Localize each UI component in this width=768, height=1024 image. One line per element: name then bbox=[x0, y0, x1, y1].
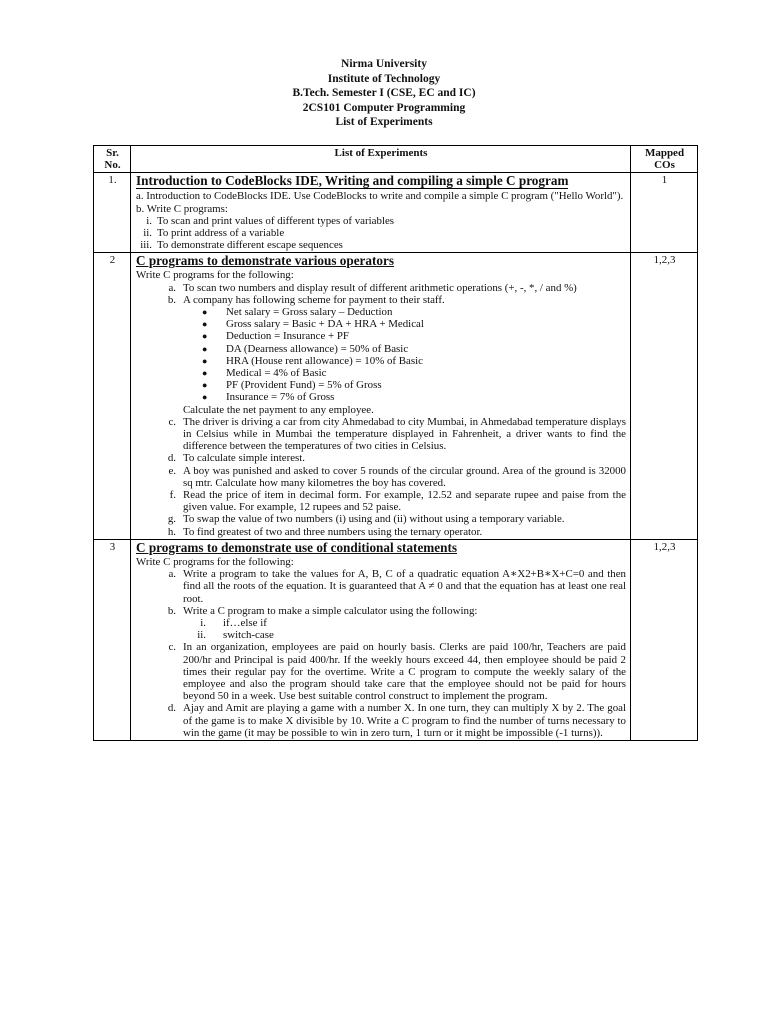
experiment-title: Introduction to CodeBlocks IDE, Writing and compiling a simple C program bbox=[136, 173, 569, 189]
item-text: Write a C program to make a simple calculator using the following: bbox=[183, 604, 478, 617]
table-row bbox=[94, 173, 698, 253]
bullet-text: Deduction = Insurance + PF bbox=[226, 330, 349, 343]
experiment-title: C programs to demonstrate use of conditional statements bbox=[136, 539, 457, 555]
item-label: f. bbox=[169, 489, 176, 502]
program-name: B.Tech. Semester I (CSE, EC and IC) bbox=[292, 87, 476, 100]
list-item bbox=[188, 617, 626, 629]
list-item bbox=[136, 239, 626, 251]
bullet-icon: ● bbox=[202, 368, 208, 379]
list-item bbox=[136, 294, 626, 306]
experiment-cell bbox=[131, 253, 631, 539]
bullet-item bbox=[202, 318, 626, 330]
bullet-icon: ● bbox=[202, 343, 208, 354]
item-text: Ajay and Amit are playing a game with a number X. In one turn, they can multiply X by 2. The goal of the game is to make X divisible by 10. Write a C program to find the number of turns necessary to win the game (it may be possible to win in zero turn, 1 turn or it might be impossible (-1 turns)). bbox=[183, 702, 626, 739]
list-item bbox=[188, 629, 626, 641]
bullet-item bbox=[202, 330, 626, 342]
header-mapped-cos: Mapped COs bbox=[631, 146, 698, 173]
experiment-title: C programs to demonstrate various operators bbox=[136, 253, 394, 269]
row-number: 1. bbox=[94, 173, 131, 253]
item-label: c. bbox=[168, 641, 176, 654]
bullet-item bbox=[202, 391, 626, 403]
bullet-list bbox=[202, 306, 626, 404]
mapped-cos: 1,2,3 bbox=[631, 539, 698, 740]
item-label: g. bbox=[167, 513, 176, 526]
bullet-item bbox=[202, 379, 626, 391]
table-row bbox=[94, 253, 698, 539]
row-number: 3 bbox=[94, 539, 131, 740]
item-label: b. bbox=[167, 293, 176, 306]
list-item bbox=[136, 452, 626, 464]
list-item bbox=[136, 513, 626, 525]
item-label: d. bbox=[167, 452, 176, 465]
item-label: d. bbox=[167, 702, 176, 715]
university-name: Nirma University bbox=[341, 58, 427, 70]
mapped-cos: 1,2,3 bbox=[631, 253, 698, 539]
item-label: e. bbox=[168, 464, 176, 477]
item-text: A boy was punished and asked to cover 5 rounds of the circular ground. Area of the ground is 32000 sq mtr. Calculate how many kilometres the boy has covered. bbox=[183, 464, 626, 489]
bullet-text: Medical = 4% of Basic bbox=[226, 367, 327, 380]
bullet-text: PF (Provident Fund) = 5% of Gross bbox=[226, 379, 382, 392]
list-item bbox=[136, 568, 626, 605]
document-header bbox=[0, 57, 768, 130]
row-number: 2 bbox=[94, 253, 131, 539]
item-label: i. bbox=[146, 214, 152, 227]
bullet-item bbox=[202, 306, 626, 318]
item-text: Calculate the net payment to any employee. bbox=[183, 403, 374, 416]
bullet-icon: ● bbox=[202, 319, 208, 330]
item-text: To find greatest of two and three numbers using the ternary operator. bbox=[183, 525, 483, 538]
list-item bbox=[136, 605, 626, 617]
list-item bbox=[136, 702, 626, 739]
bullet-item bbox=[202, 367, 626, 379]
list-item bbox=[136, 416, 626, 453]
bullet-icon: ● bbox=[202, 355, 208, 366]
institute-name: Institute of Technology bbox=[327, 72, 441, 85]
list-item bbox=[136, 215, 626, 227]
bullet-text: DA (Dearness allowance) = 50% of Basic bbox=[226, 342, 409, 355]
bullet-text: Insurance = 7% of Gross bbox=[226, 391, 335, 404]
item-text: To scan and print values of different types of variables bbox=[157, 214, 395, 227]
item-label: ii. bbox=[143, 227, 152, 240]
bullet-icon: ● bbox=[202, 307, 208, 318]
item-text: To swap the value of two numbers (i) using and (ii) without using a temporary variable. bbox=[183, 513, 565, 526]
document-title: List of Experiments bbox=[335, 116, 433, 129]
experiment-text: a. Introduction to CodeBlocks IDE. Use CodeBlocks to write and compile a simple C program ("Hello World"). bbox=[136, 190, 624, 203]
list-item bbox=[136, 465, 626, 489]
item-label: a. bbox=[168, 281, 176, 294]
item-text: To calculate simple interest. bbox=[183, 452, 306, 465]
course-name: 2CS101 Computer Programming bbox=[302, 101, 466, 114]
item-label: c. bbox=[168, 415, 176, 428]
item-label: ii. bbox=[197, 629, 206, 642]
item-text: To demonstrate different escape sequences bbox=[157, 239, 343, 252]
item-label: h. bbox=[167, 525, 176, 538]
table-row bbox=[94, 539, 698, 740]
item-text: if…else if bbox=[223, 616, 267, 629]
experiments-table bbox=[93, 145, 698, 741]
experiment-cell bbox=[131, 173, 631, 253]
item-text: A company has following scheme for payment to their staff. bbox=[183, 293, 445, 306]
item-text: switch-case bbox=[223, 629, 274, 642]
item-text: To print address of a variable bbox=[157, 227, 285, 240]
table-header-row bbox=[94, 146, 698, 173]
item-text: In an organization, employees are paid on hourly basis. Clerks are paid 100/hr, Teachers are paid 200/hr and Principal is paid 400/hr. If the weekly hours exceed 44, then employee should be paid 2 times their regular pay for the overtime. Write a C program to compute the weekly salary of the employee and also the program should take care that the employee should not be paid for hours beyond 50 in a week. Use best suitable control construct to implement the program. bbox=[183, 641, 626, 703]
bullet-item bbox=[202, 343, 626, 355]
sub-list bbox=[188, 617, 626, 641]
item-label: i. bbox=[200, 616, 206, 629]
bullet-text: Net salary = Gross salary – Deduction bbox=[226, 306, 393, 319]
item-text: Write a program to take the values for A, B, C of a quadratic equation A∗X2+B∗X+C=0 and then find all the roots of the equation. It is guaranteed that A ≠ 0 and that the equation has at least one real root. bbox=[183, 568, 626, 605]
list-item bbox=[136, 489, 626, 513]
list-item bbox=[136, 282, 626, 294]
experiment-cell bbox=[131, 539, 631, 740]
bullet-text: Gross salary = Basic + DA + HRA + Medical bbox=[226, 318, 424, 331]
bullet-text: HRA (House rent allowance) = 10% of Basic bbox=[226, 354, 423, 367]
item-text: The driver is driving a car from city Ahmedabad to city Mumbai, in Ahmedabad temperature displays in Celsius while in Mumbai the temperature displayed in Fahrenheit, a driver wants to find the difference between the temperatures of two cities in Celsius. bbox=[183, 415, 626, 453]
bullet-icon: ● bbox=[202, 392, 208, 403]
header-list-of-experiments: List of Experiments bbox=[131, 146, 631, 173]
experiment-intro: Write C programs for the following: bbox=[136, 269, 294, 282]
item-text: Read the price of item in decimal form. For example, 12.52 and separate rupee and paise from the given value. For example, 12 rupees and 52 paise. bbox=[183, 489, 626, 514]
list-item bbox=[136, 227, 626, 239]
experiment-intro: Write C programs for the following: bbox=[136, 555, 294, 568]
mapped-cos: 1 bbox=[631, 173, 698, 253]
list-item bbox=[136, 526, 626, 538]
header-sr-no: Sr. No. bbox=[94, 146, 131, 173]
bullet-icon: ● bbox=[202, 380, 208, 391]
item-label: b. bbox=[167, 604, 176, 617]
item-label: a. bbox=[168, 568, 176, 581]
bullet-icon: ● bbox=[202, 331, 208, 342]
item-text: To scan two numbers and display result of different arithmetic operations (+, -, *, / and %) bbox=[183, 281, 577, 294]
list-item bbox=[136, 641, 626, 702]
experiment-text: b. Write C programs: bbox=[136, 202, 228, 215]
bullet-item bbox=[202, 355, 626, 367]
item-label: iii. bbox=[140, 239, 152, 252]
